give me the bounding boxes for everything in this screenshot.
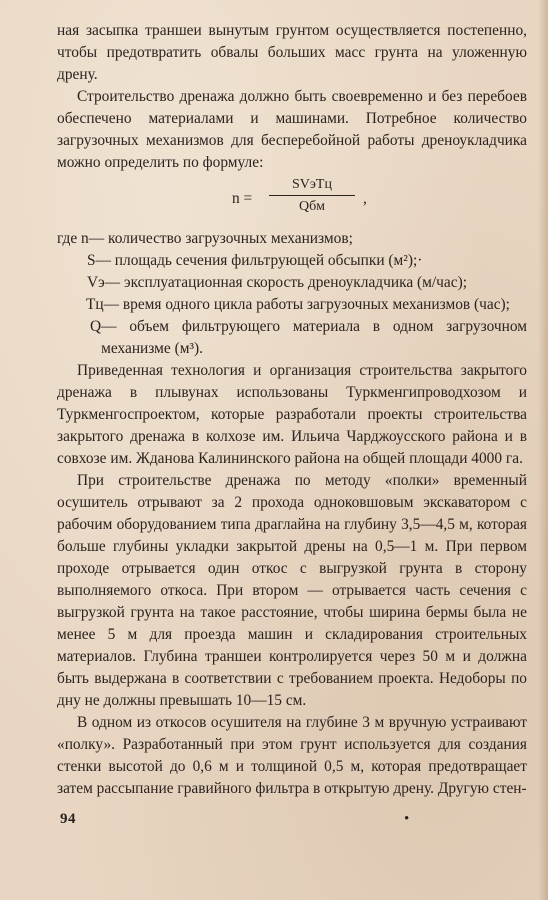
- paragraph-5: В одном из откосов осушителя на глубине 3 м вручную устраивают «полку». Разработанный при этом грунт используется для создания стенки высотой до 0,6 м и толщиной 0,5 м, которая предотвращает затем рассыпание гравийного фильтра в открытую дрену. Другую стен-: [57, 714, 527, 797]
- formula-definitions: [57, 228, 527, 360]
- definition-text: — эксплуатационная скорость дреноукладчика (м/час);: [104, 274, 467, 291]
- paragraph-4: При строительстве дренажа по методу «полки» временный осушитель отрывают за 2 прохода одноковшовым экскаватором с рабочим оборудованием типа драглайна на глубину 3,5—4,5 м, которая больше глубины укладки закрытой дрены на 0,5—1 м. При первом проходе отрывается один откос с выгрузкой грунта в сторону выполняемого откоса. При втором — отрывается часть сечения с выгрузкой грунта на такое расстояние, чтобы ширина бермы была не менее 5 м для проезда машин и складирования строительных материалов. Глубина траншеи контролируется через 50 м и должна быть выдержана в соответствии с требованием проекта. Недоборы по дну не должны превышать 10—15 см.: [57, 472, 527, 709]
- definition-q: [57, 316, 527, 360]
- formula: [57, 176, 527, 222]
- formula-lhs: n =: [232, 190, 253, 207]
- paragraph-2: Строительство дренажа должно быть своевременно и без перебоев обеспечено материалами и машинами. Потребное количество загрузочных механизмов для бесперебойной работы дреноукладчика можно определить по формуле:: [57, 88, 527, 171]
- definition-text: — объем фильтрующего материала в одном загрузочном механизме (м³).: [101, 318, 527, 357]
- definition-text: — площадь сечения фильтрующей обсыпки (м²);·: [95, 252, 423, 269]
- definition-text: — время одного цикла работы загрузочных механизмов (час);: [103, 296, 510, 313]
- definition-symbol: где n: [57, 230, 89, 247]
- definition-symbol: S: [87, 252, 96, 269]
- page-text: [57, 20, 527, 800]
- bottom-mark: •: [404, 811, 410, 827]
- definition-n: [57, 228, 527, 250]
- definition-v: [57, 272, 527, 294]
- definition-text: — количество загрузочных механизмов;: [88, 230, 353, 247]
- page-number: 94: [60, 811, 76, 827]
- paragraph-3: Приведенная технология и организация строительства закрытого дренажа в плывунах использованы Туркменгипроводхозом и Туркменгоспроектом, которые разработали проекты строительства закрытого дренажа в колхозе им. Ильича Чарджоусского района и в совхозе им. Жданова Калининского района на общей площади 4000 га.: [57, 362, 527, 467]
- definition-t: [57, 294, 527, 316]
- formula-numerator: SVэTц: [269, 176, 355, 196]
- definition-symbol: Tц: [86, 296, 104, 313]
- formula-comma: ,: [363, 190, 367, 207]
- formula-denominator: Qбм: [299, 199, 325, 214]
- formula-fraction: [269, 176, 355, 216]
- definition-symbol: Vэ: [87, 274, 105, 291]
- definition-s: [57, 250, 527, 272]
- paragraph-1: ная засыпка траншеи вынутым грунтом осуществляется постепенно, чтобы предотвратить обвалы больших масс грунта на уложенную дрену.: [57, 22, 527, 83]
- definition-symbol: Q: [90, 318, 102, 335]
